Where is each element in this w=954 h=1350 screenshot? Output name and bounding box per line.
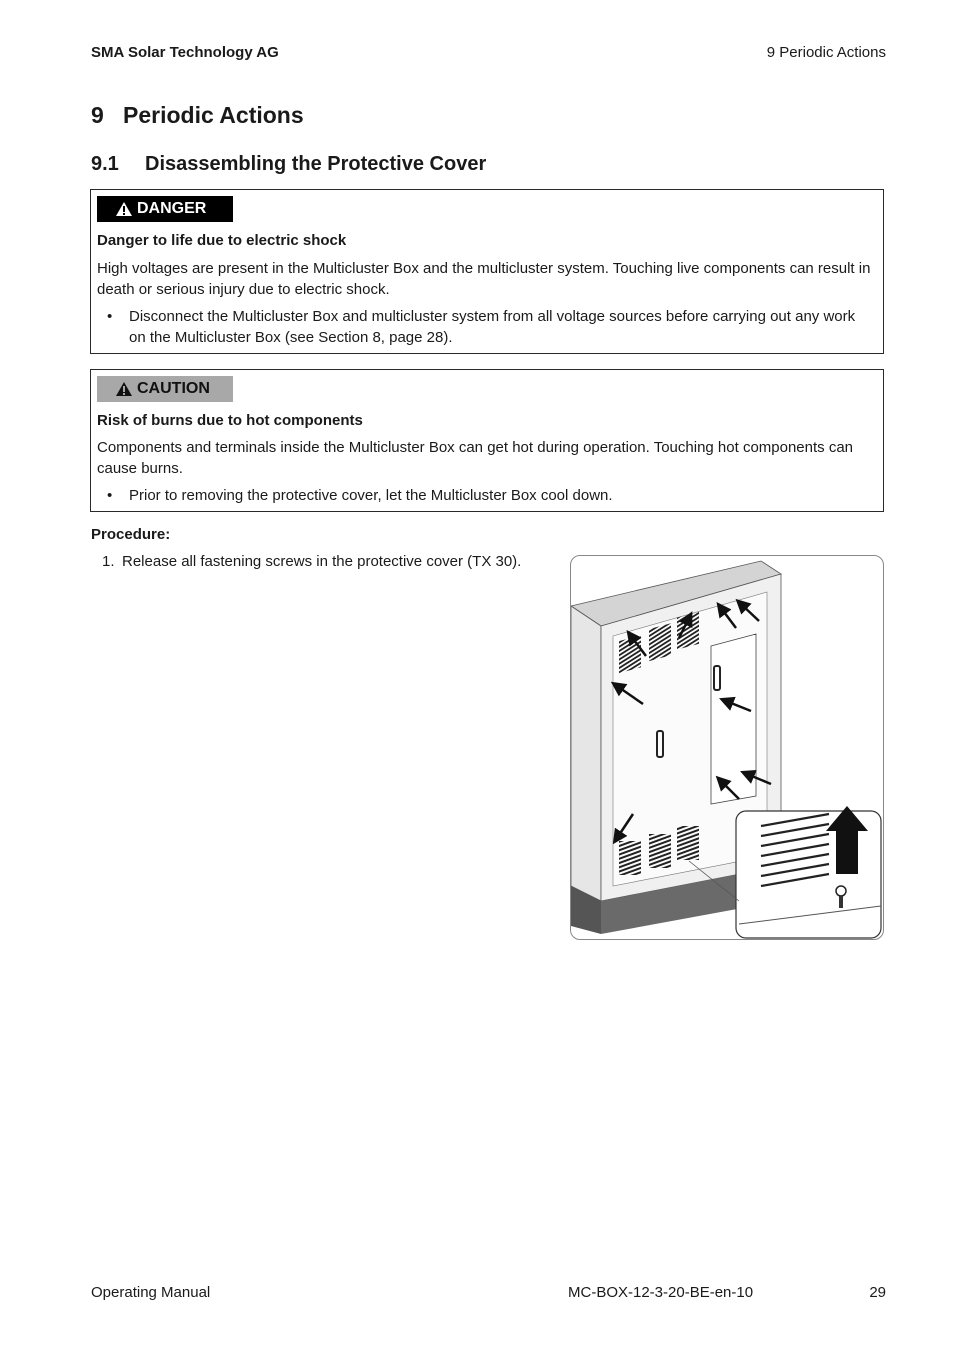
warning-triangle-icon	[115, 201, 133, 217]
cover-illustration	[570, 555, 884, 940]
cabinet-drawing	[571, 556, 884, 940]
caution-title: Risk of burns due to hot components	[97, 412, 363, 429]
chapter-title: Periodic Actions	[123, 102, 304, 128]
footer-page-number: 29	[869, 1284, 886, 1301]
caution-bullet-text: Prior to removing the protective cover, let the Multicluster Box cool down.	[129, 487, 613, 504]
footer-manual: Operating Manual	[91, 1284, 211, 1301]
bullet-dot-icon: •	[107, 308, 113, 325]
procedure-label: Procedure:	[91, 526, 171, 543]
header-section: 9 Periodic Actions	[766, 44, 886, 61]
caution-bullet	[107, 486, 875, 507]
danger-bullet	[107, 307, 875, 348]
section-number: 9.1	[91, 153, 119, 175]
bullet-dot-icon: •	[107, 487, 113, 504]
caution-label: CAUTION	[137, 380, 210, 397]
caution-body: Components and terminals inside the Multicluster Box can get hot during operation. Touching hot components can cause burns.	[97, 439, 854, 477]
caution-tag	[97, 376, 233, 402]
step-text: Release all fastening screws in the protective cover (TX 30).	[122, 553, 522, 570]
caution-box	[90, 369, 884, 512]
procedure-step	[102, 553, 521, 570]
section-title: Disassembling the Protective Cover	[145, 153, 487, 175]
chapter-heading	[91, 102, 304, 129]
chapter-number: 9	[91, 102, 104, 128]
header-company: SMA Solar Technology AG	[91, 44, 279, 61]
step-number: 1.	[102, 553, 115, 570]
danger-tag	[97, 196, 233, 222]
danger-label: DANGER	[137, 200, 207, 217]
warning-triangle-icon	[115, 381, 133, 397]
danger-box	[90, 189, 884, 354]
danger-body: High voltages are present in the Multicluster Box and the multicluster system. Touching live components can result in death or serious injury due to electric shock.	[97, 260, 871, 298]
danger-bullet-text: Disconnect the Multicluster Box and multicluster system from all voltage sources before carrying out any work on the Multicluster Box (see Section 8, page 28).	[129, 308, 856, 346]
footer-doc-id: MC-BOX-12-3-20-BE-en-10	[568, 1284, 754, 1301]
section-heading	[91, 153, 486, 176]
danger-title: Danger to life due to electric shock	[97, 232, 347, 249]
